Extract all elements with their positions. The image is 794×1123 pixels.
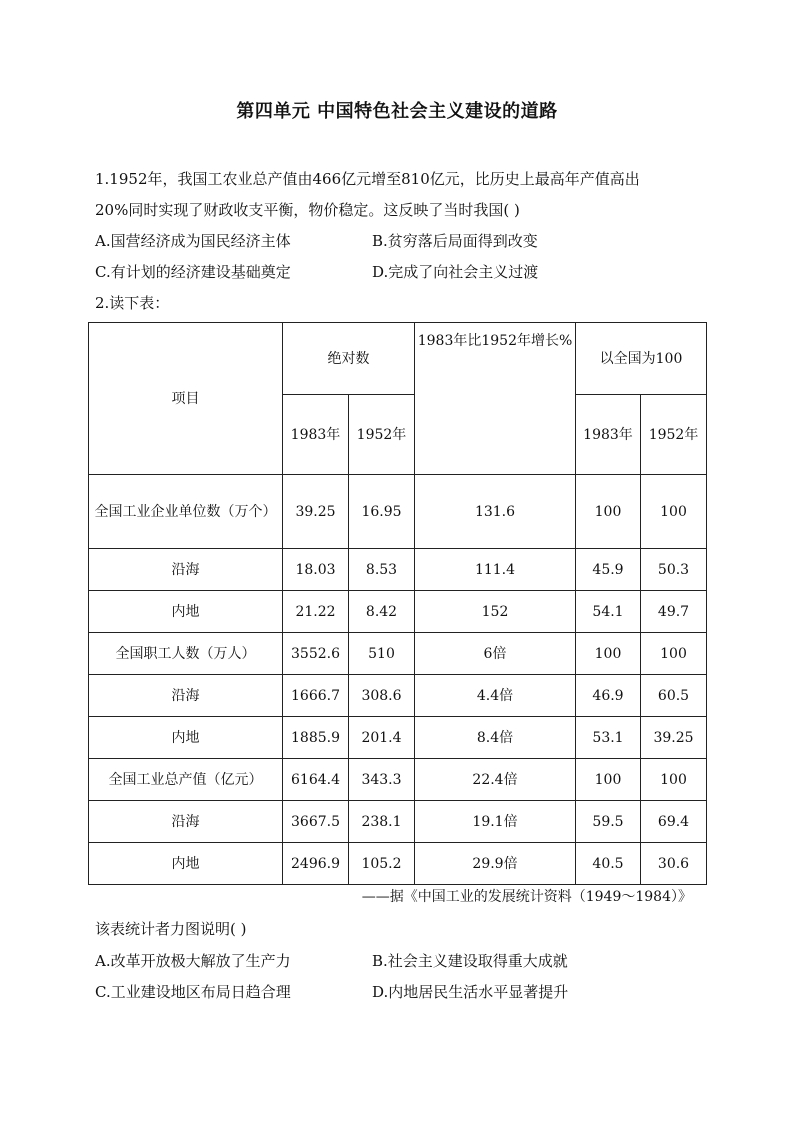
cell-abs-1983: 3552.6 [283,633,349,675]
row-label: 内地 [89,843,283,885]
q1-stem-line1: 1.1952年，我国工农业总产值由466亿元增至810亿元，比历史上最高年产值高出 [95,170,640,188]
q2-option-c: C.工业建设地区布局日趋合理 [95,983,291,1001]
q2-question: 该表统计者力图说明( ) [95,920,247,938]
cell-idx-1983: 100 [576,475,641,549]
cell-idx-1952: 69.4 [641,801,707,843]
table-row [89,591,707,633]
q1-option-d: D.完成了向社会主义过渡 [372,263,539,281]
cell-idx-1952: 50.3 [641,549,707,591]
cell-abs-1983: 21.22 [283,591,349,633]
q2-intro: 2.读下表： [95,294,170,312]
cell-abs-1952: 238.1 [349,801,415,843]
header-item: 项目 [89,323,283,475]
q2-option-d: D.内地居民生活水平显著提升 [372,983,569,1001]
row-label: 沿海 [89,801,283,843]
cell-abs-1952: 8.42 [349,591,415,633]
cell-idx-1952: 100 [641,633,707,675]
table-row [89,801,707,843]
cell-idx-1952: 30.6 [641,843,707,885]
cell-abs-1952: 16.95 [349,475,415,549]
cell-growth: 29.9倍 [415,843,576,885]
row-label: 全国职工人数（万人） [89,633,283,675]
cell-growth: 6倍 [415,633,576,675]
cell-abs-1952: 201.4 [349,717,415,759]
cell-growth: 131.6 [415,475,576,549]
page-title: 第四单元 中国特色社会主义建设的道路 [236,101,558,122]
row-label: 内地 [89,591,283,633]
cell-abs-1983: 2496.9 [283,843,349,885]
cell-idx-1952: 60.5 [641,675,707,717]
cell-abs-1952: 105.2 [349,843,415,885]
header-growth: 1983年比1952年增长% [415,323,576,475]
cell-idx-1952: 100 [641,475,707,549]
cell-idx-1983: 53.1 [576,717,641,759]
row-label: 全国工业企业单位数（万个） [89,475,283,549]
cell-abs-1983: 6164.4 [283,759,349,801]
header-idx-1952: 1952年 [641,395,707,475]
cell-idx-1983: 54.1 [576,591,641,633]
cell-abs-1952: 308.6 [349,675,415,717]
table-row [89,633,707,675]
statistics-table [88,322,707,885]
cell-idx-1952: 39.25 [641,717,707,759]
q1-stem-line2: 20%同时实现了财政收支平衡，物价稳定。这反映了当时我国( ) [95,201,520,219]
row-label: 沿海 [89,675,283,717]
cell-idx-1983: 46.9 [576,675,641,717]
row-label: 沿海 [89,549,283,591]
header-abs-1952: 1952年 [349,395,415,475]
cell-growth: 19.1倍 [415,801,576,843]
cell-abs-1952: 8.53 [349,549,415,591]
header-idx-1983: 1983年 [576,395,641,475]
q2-option-b: B.社会主义建设取得重大成就 [372,952,568,970]
header-abs-1983: 1983年 [283,395,349,475]
cell-abs-1952: 343.3 [349,759,415,801]
cell-abs-1983: 39.25 [283,475,349,549]
table-row [89,549,707,591]
cell-idx-1952: 100 [641,759,707,801]
cell-abs-1983: 3667.5 [283,801,349,843]
cell-growth: 22.4倍 [415,759,576,801]
q1-option-c: C.有计划的经济建设基础奠定 [95,263,291,281]
cell-abs-1983: 1666.7 [283,675,349,717]
cell-abs-1952: 510 [349,633,415,675]
cell-idx-1983: 59.5 [576,801,641,843]
cell-abs-1983: 1885.9 [283,717,349,759]
table-row [89,717,707,759]
table-source-note: ——据《中国工业的发展统计资料（1949～1984）》 [361,889,692,905]
cell-abs-1983: 18.03 [283,549,349,591]
row-label: 内地 [89,717,283,759]
cell-growth: 111.4 [415,549,576,591]
cell-idx-1983: 100 [576,759,641,801]
q1-option-a: A.国营经济成为国民经济主体 [95,232,291,250]
header-absolute: 绝对数 [283,323,415,395]
cell-idx-1983: 100 [576,633,641,675]
cell-idx-1983: 45.9 [576,549,641,591]
header-index: 以全国为100 [576,323,707,395]
table-row [89,759,707,801]
q2-option-a: A.改革开放极大解放了生产力 [95,952,291,970]
cell-growth: 4.4倍 [415,675,576,717]
table-row [89,475,707,549]
cell-idx-1983: 40.5 [576,843,641,885]
table-row [89,843,707,885]
cell-idx-1952: 49.7 [641,591,707,633]
cell-growth: 152 [415,591,576,633]
row-label: 全国工业总产值（亿元） [89,759,283,801]
q1-option-b: B.贫穷落后局面得到改变 [372,232,538,250]
table-row [89,675,707,717]
cell-growth: 8.4倍 [415,717,576,759]
